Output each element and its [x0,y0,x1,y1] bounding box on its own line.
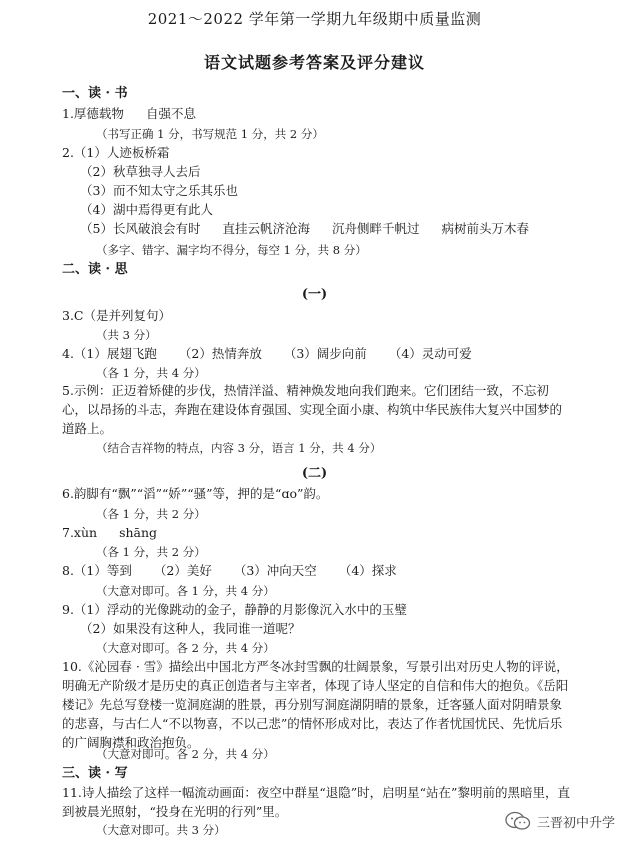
q6-note: （各 1 分，共 2 分） [96,507,206,521]
q2-line-1: 2.（1）人迹板桥霜 [62,145,170,160]
q4-answer-a: 4.（1）展翅飞跑 [62,346,157,361]
q2-note: （多字、错字、漏字均不得分，每空 1 分，共 8 分） [96,243,367,257]
q7-answer [62,525,157,541]
q7-answer-a: 7.xùn [62,525,98,540]
q7-answer-b: shāng [119,525,158,540]
wechat-icon [505,811,531,831]
q1-answer [62,106,196,122]
doc-title: 语文试题参考答案及评分建议 [203,53,425,72]
q2-line-5c: 沉舟侧畔千帆过 [331,221,420,236]
q4-answer-c: （3）阔步向前 [283,346,367,361]
q2-line-5a: （5）长风破浪会有时 [80,221,201,236]
q1-answer-b: 自强不息 [145,106,196,121]
q10-note: （大意对即可。各 2 分，共 4 分） [96,747,275,761]
q8-answer-d: （4）探求 [338,563,397,578]
q4-answer-b: （2）热情奔放 [178,346,262,361]
q4-answer-d: （4）灵动可爱 [388,346,472,361]
q6-answer: 6.韵脚有“飘”“滔”“娇”“骚”等，押的是“ɑo”韵。 [62,486,329,501]
watermark-text: 三晋初中升学 [536,815,615,831]
q7-note: （各 1 分，共 2 分） [96,545,206,559]
q2-line-5 [80,221,529,237]
q8-answer-b: （2）美好 [153,563,212,578]
watermark [505,811,615,831]
q4-answer [62,346,472,362]
q2-line-2: （2）秋草独寻人去后 [80,164,201,179]
section-heading-3: 三、读 · 写 [62,766,128,781]
q3-answer: 3.C（是并列复句） [62,308,171,323]
q8-answer-a: 8.（1）等到 [62,563,132,578]
q3-note: （共 3 分） [96,328,157,342]
q5-note: （结合吉祥物的特点，内容 3 分，语言 1 分，共 4 分） [96,441,382,455]
q8-note: （大意对即可。各 1 分，共 4 分） [96,584,275,598]
q2-line-3: （3）而不知太守之乐其乐也 [80,183,238,198]
q2-line-4: （4）湖中焉得更有此人 [80,202,213,217]
q5-answer: 5.示例：正迈着矫健的步伐，热情洋溢、精神焕发地向我们跑来。它们团结一致，不忘初心，以昂扬的斗志，奔跑在建设体育强国、实现全面小康、构筑中华民族伟大复兴中国梦的道路上。 [62,383,563,436]
q2-line-5b: 直挂云帆济沧海 [222,221,310,236]
q4-note: （各 1 分，共 4 分） [96,366,206,380]
q11-answer: 11.诗人描绘了这样一幅流动画面：夜空中群星“退隐”时，启明星“站在”黎明前的黑暗里，直到被晨光照射，“投身在光明的行列”里。 [62,785,570,819]
q9-note: （大意对即可。各 2 分，共 4 分） [96,641,275,655]
q10-answer: 10.《沁园春 · 雪》描绘出中国北方严冬冰封雪飘的壮阔景象，写景引出对历史人物的评说，明确无产阶级才是历史的真正创造者与主宰者，体现了诗人坚定的自信和伟大的抱负。《岳阳楼记》先总写登楼一览洞庭湖的胜景，再分别写洞庭湖阴晴的景象，迁客骚人面对阴晴景象的悲喜，与古仁人“不以物喜，不以己悲”的情怀形成对比，表达了作者忧国忧民、先忧后乐的广阔胸襟和政治抱负。 [62,659,569,750]
q9-answer-1: 9.（1）浮动的光像跳动的金子，静静的月影像沉入水中的玉璧 [62,602,407,617]
q2-line-5d: 病树前头万木春 [441,221,530,236]
q1-note: （书写正确 1 分，书写规范 1 分，共 2 分） [96,127,324,141]
q11-note: （大意对即可。共 3 分） [96,823,226,837]
q8-answer-c: （3）冲向天空 [233,563,317,578]
subsection-1: (一) [301,287,328,302]
exam-title: 2021～2022 学年第一学期九年级期中质量监测 [147,10,482,28]
q9-answer-2: （2）如果没有这种人，我同谁一道呢？ [80,621,301,636]
section-heading-2: 二、读 · 思 [62,262,128,277]
subsection-2: (二) [301,466,328,481]
section-heading-1: 一、读 · 书 [62,86,128,101]
q8-answer [62,563,397,579]
q1-answer-a: 1.厚德载物 [62,106,124,121]
